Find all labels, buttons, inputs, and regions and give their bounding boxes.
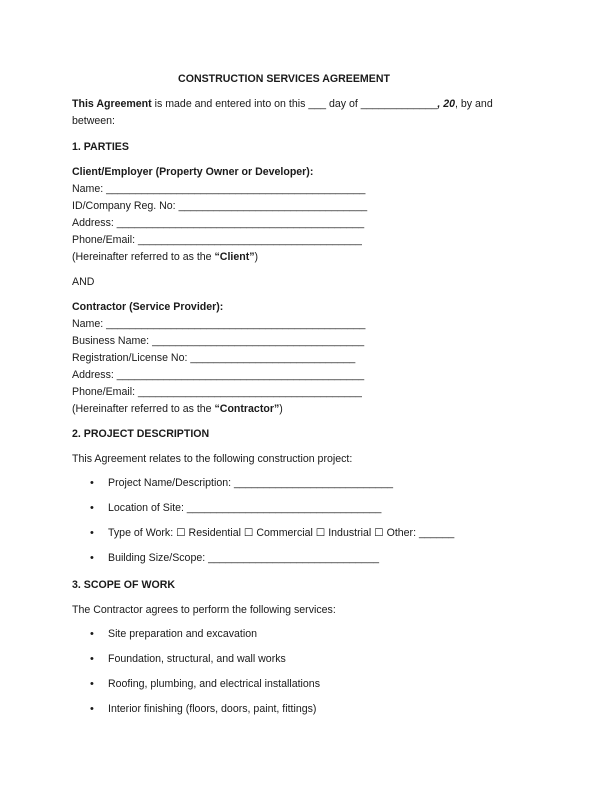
contractor-ref-suffix: ) [279, 403, 283, 415]
contractor-heading: Contractor (Service Provider): [72, 301, 224, 313]
client-ref-prefix: (Hereinafter referred to as the [72, 251, 215, 263]
intro-line-2: between: [72, 115, 115, 127]
contractor-phone-email-field[interactable]: Phone/Email: ______________________________________ [72, 386, 362, 398]
scope-list-block [72, 622, 532, 722]
intro-year: , 20 [437, 98, 456, 110]
project-lead-text: This Agreement relates to the following construction project: [72, 453, 353, 465]
section-heading: 2. PROJECT DESCRIPTION [72, 428, 210, 440]
list-item: • Interior finishing (floors, doors, paint, fittings) [72, 697, 532, 722]
client-heading: Client/Employer (Property Owner or Developer): [72, 166, 314, 178]
client-ref-suffix: ) [254, 251, 259, 263]
contractor-ref-prefix: (Hereinafter referred to as the [72, 403, 215, 415]
intro-text-end: , by and [455, 98, 493, 110]
section-heading: 3. SCOPE OF WORK [72, 579, 176, 591]
contractor-reference [72, 401, 532, 418]
contractor-block [72, 299, 532, 418]
section-scope-of-work [72, 577, 532, 594]
intro-line-1 [72, 96, 532, 113]
document-title: CONSTRUCTION SERVICES AGREEMENT [178, 73, 390, 85]
client-reference [72, 249, 532, 266]
section-project-description [72, 426, 532, 443]
client-name-field[interactable]: Name: ____________________________________________ [72, 183, 366, 195]
client-id-field[interactable]: ID/Company Reg. No: ________________________________ [72, 200, 368, 212]
project-lead-block [72, 451, 532, 468]
project-list-block [72, 471, 532, 571]
section-parties-heading [72, 139, 532, 156]
contractor-license-field[interactable]: Registration/License No: ____________________________ [72, 352, 356, 364]
and-separator: AND [72, 276, 95, 288]
section-heading: 1. PARTIES [72, 141, 129, 153]
intro-bold-start: This Agreement [72, 98, 152, 110]
intro-text: is made and entered into on this ___ day of _____________ [151, 98, 438, 110]
project-building-size-field[interactable]: • Building Size/Scope: _____________________________ [72, 546, 532, 571]
list-item: • Site preparation and excavation [72, 622, 532, 647]
contractor-name-field[interactable]: Name: ____________________________________________ [72, 318, 366, 330]
client-phone-email-field[interactable]: Phone/Email: ______________________________________ [72, 234, 362, 246]
intro-paragraph [72, 96, 532, 130]
client-block [72, 164, 532, 266]
scope-list [72, 622, 532, 722]
project-type-of-work-field[interactable]: • Type of Work: ☐ Residential ☐ Commercial ☐ Industrial ☐ Other: ______ [72, 521, 532, 546]
and-separator-block [72, 274, 532, 291]
project-list [72, 471, 532, 571]
contractor-business-name-field[interactable]: Business Name: ____________________________________ [72, 335, 365, 347]
list-item: • Foundation, structural, and wall works [72, 647, 532, 672]
contractor-ref-label: “Contractor” [214, 403, 280, 415]
scope-lead-block [72, 602, 532, 619]
contractor-address-field[interactable]: Address: __________________________________________ [72, 369, 365, 381]
project-name-field[interactable]: • Project Name/Description: ___________________________ [72, 471, 532, 496]
project-location-field[interactable]: • Location of Site: _________________________________ [72, 496, 532, 521]
client-ref-label: “Client” [214, 251, 255, 263]
list-item: • Roofing, plumbing, and electrical installations [72, 672, 532, 697]
scope-lead-text: The Contractor agrees to perform the following services: [72, 604, 336, 616]
client-address-field[interactable]: Address: __________________________________________ [72, 217, 365, 229]
